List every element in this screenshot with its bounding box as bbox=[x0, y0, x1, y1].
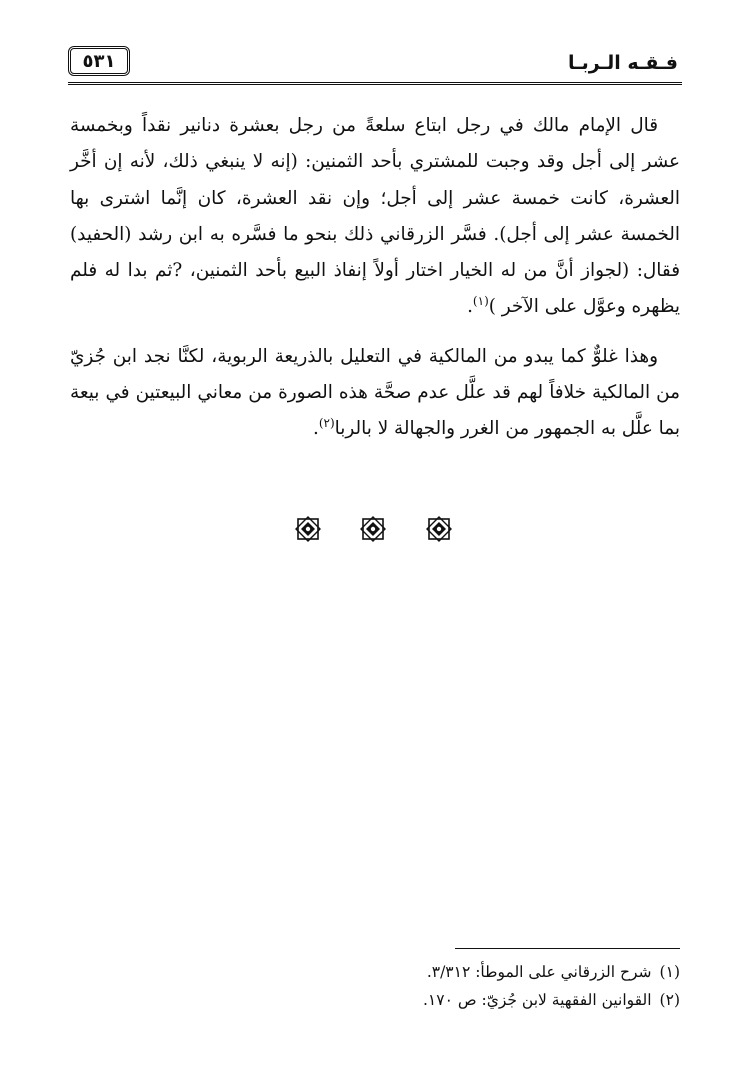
paragraph-2-end: . bbox=[312, 418, 319, 440]
diamond-ornament-icon bbox=[360, 516, 386, 542]
footnotes bbox=[70, 958, 680, 1014]
footnote-ref-2[interactable]: (٢) bbox=[318, 416, 335, 431]
footnote-text: شرح الزرقاني على الموطأ: ٣/٣١٢. bbox=[426, 963, 652, 981]
footnote-number: (١) bbox=[659, 963, 680, 981]
footnote-separator bbox=[455, 948, 680, 949]
section-divider bbox=[0, 516, 750, 546]
diamond-ornament-icon bbox=[295, 516, 321, 542]
footnote-number: (٢) bbox=[659, 991, 680, 1009]
footnote-2 bbox=[70, 986, 680, 1014]
paragraph-1-end: . bbox=[467, 296, 473, 318]
paragraph-2-text: وهذا غلوٌّ كما يبدو من المالكية في التعليل بالذريعة الربوية، لكنَّا نجد ابن جُزيّ من المالكية خلافاً لهم قد علَّل عدم صحَّة هذه الصورة من معاني البيعتين في بيعة بما علَّل به الجمهور من الغرر والجهالة لا بالربا bbox=[70, 345, 680, 440]
running-title: فـقـه الـربـا bbox=[568, 52, 678, 74]
header-rule bbox=[68, 82, 682, 85]
paragraph-2 bbox=[70, 339, 680, 448]
paragraph-1-text: قال الإمام مالك في رجل ابتاع سلعةً من رجل بعشرة دنانير نقداً وبخمسة عشر إلى أجل وقد وجبت للمشتري بأحد الثمنين: (إنه لا ينبغي ذلك، لأنه إن أخَّر العشرة، كانت خمسة عشر إلى أجل؛ وإن نقد العشرة، كان إنَّما اشترى بها الخمسة عشر إلى أجل). فسَّر الزرقاني ذلك بنحو ما فسَّره به ابن رشد (الحفيد) فقال: (لجواز أنَّ من له الخيار اختار أولاً إنفاذ البيع بأحد الثمنين، ?ثم بدا له فلم يظهره وعوَّل على الآخر ) bbox=[70, 115, 680, 318]
diamond-ornament-icon bbox=[426, 516, 452, 542]
footnote-1 bbox=[70, 958, 680, 986]
paragraph-1 bbox=[70, 108, 680, 326]
footnote-ref-1[interactable]: (١) bbox=[472, 294, 489, 309]
page-header bbox=[68, 44, 682, 84]
footnote-text: القوانين الفقهية لابن جُزيّ: ص ١٧٠. bbox=[422, 991, 652, 1009]
main-text bbox=[70, 108, 680, 448]
page-number: ٥٣١ bbox=[68, 46, 130, 76]
